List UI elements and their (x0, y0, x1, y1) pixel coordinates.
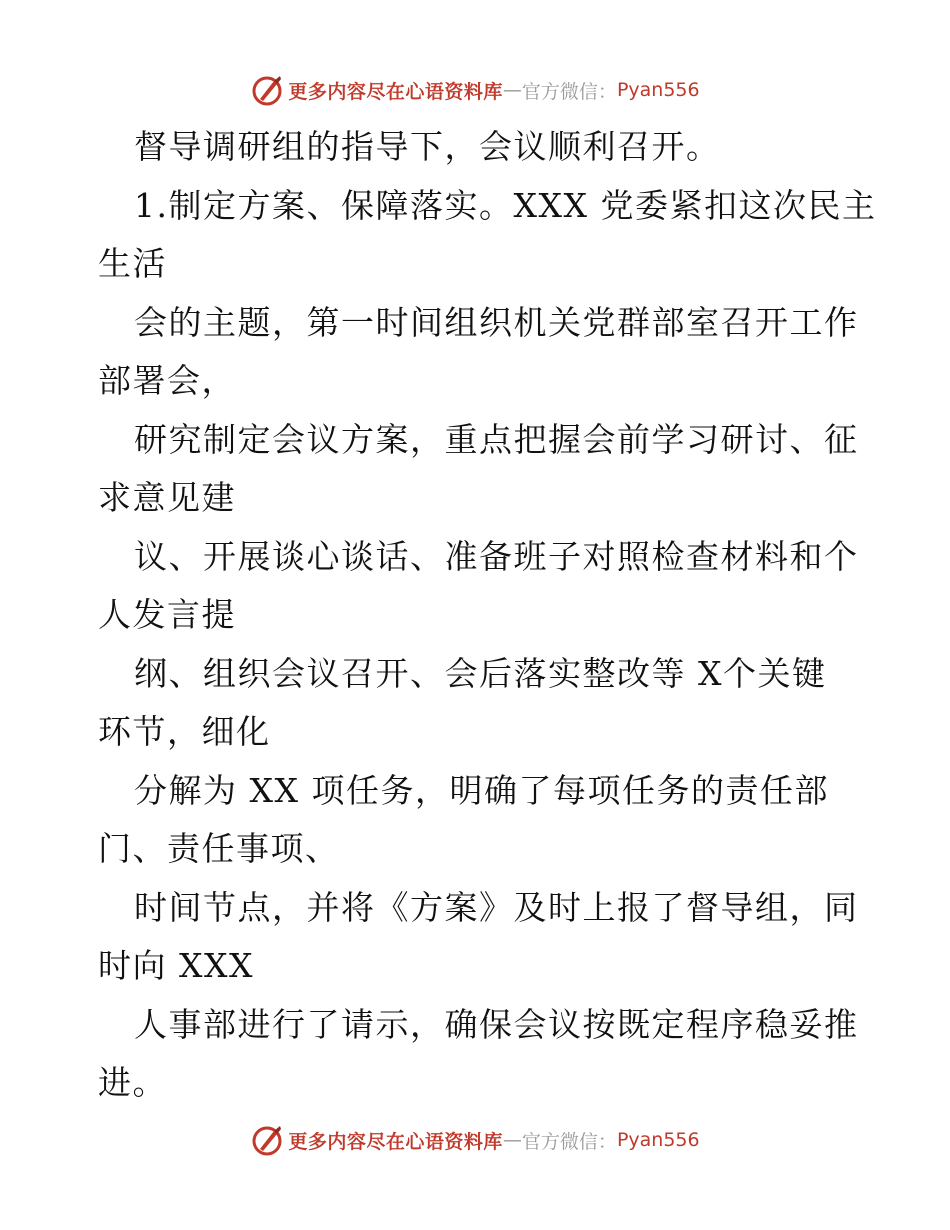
body-line: 求意见建 (98, 478, 236, 517)
watermark-label: 官方微信： (521, 80, 617, 103)
body-line: 门、责任事项、 (98, 829, 340, 868)
body-line: 研究制定会议方案，重点把握会前学习研讨、征 (134, 419, 859, 459)
document-body (98, 118, 877, 1113)
body-line: 生活 (98, 244, 167, 283)
body-line: 人发言提 (98, 595, 236, 634)
body-line: 时向 XXX (98, 946, 254, 985)
body-line: 督导调研组的指导下，会议顺利召开。 (134, 127, 721, 166)
header-watermark (0, 70, 950, 110)
body-line: 环节，细化 (98, 712, 271, 751)
body-line: 部署会， (98, 361, 236, 400)
body-line: 分解为 XX 项任务，明确了每项任务的责任部 (134, 770, 829, 810)
body-line: 时间节点，并将《方案》及时上报了督导组，同 (134, 887, 859, 927)
watermark-main-text: 更多内容尽在心语资料库 (288, 80, 503, 103)
watermark-separator: — (502, 79, 522, 101)
watermark-label: 官方微信： (521, 1130, 617, 1153)
body-line: 1.制定方案、保障落实。XXX 党委紧扣这次民主 (134, 185, 877, 225)
body-line: 人事部进行了请示，确保会议按既定程序稳妥推 (134, 1004, 859, 1044)
quill-pen-seal-icon (250, 1123, 284, 1157)
body-line: 议、开展谈心谈话、准备班子对照检查材料和个 (134, 536, 859, 576)
watermark-wechat-id: Pyan556 (616, 1129, 700, 1151)
watermark-separator: — (502, 1129, 522, 1151)
watermark-main-text: 更多内容尽在心语资料库 (288, 1130, 503, 1153)
quill-pen-seal-icon (250, 73, 284, 107)
body-line: 进。 (98, 1063, 167, 1102)
body-line: 纲、组织会议召开、会后落实整改等 X个关键 (134, 653, 827, 693)
watermark-wechat-id: Pyan556 (616, 79, 700, 101)
body-line: 会的主题，第一时间组织机关党群部室召开工作 (134, 302, 859, 342)
footer-watermark (0, 1120, 950, 1160)
